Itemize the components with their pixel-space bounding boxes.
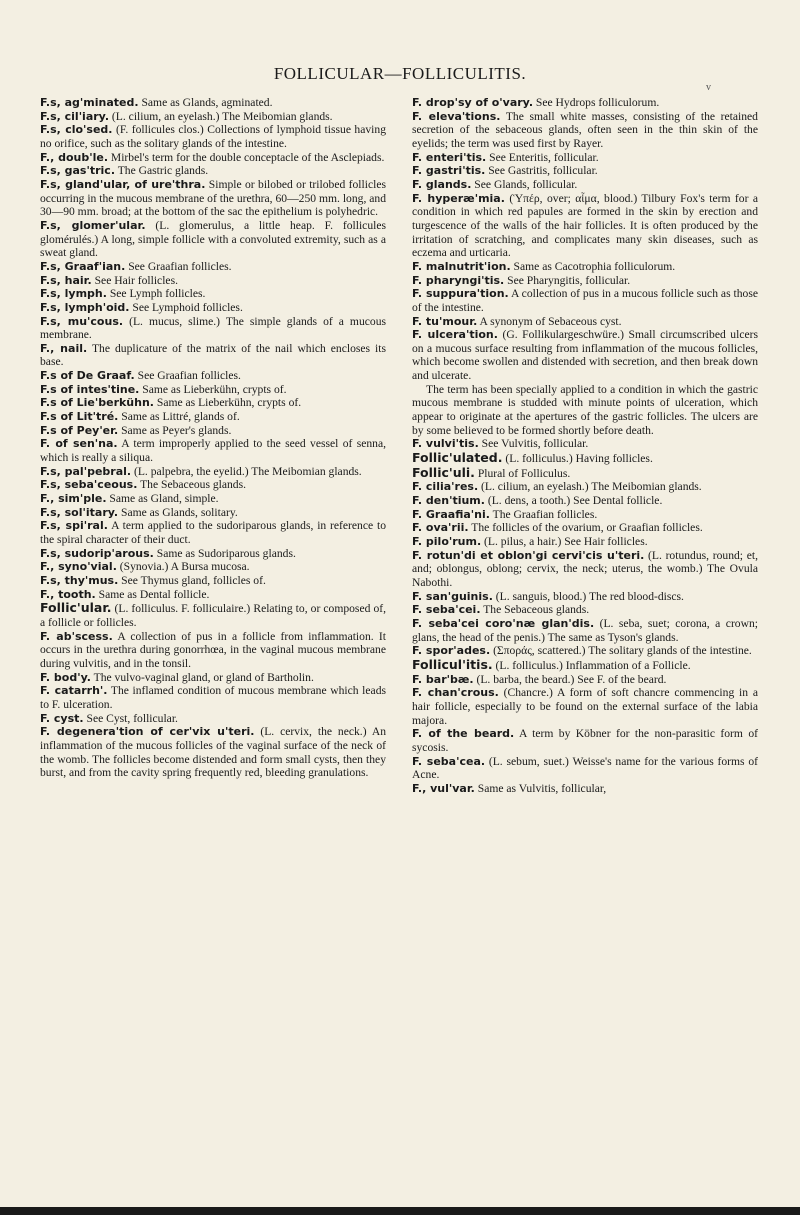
dictionary-entry <box>412 617 758 644</box>
dictionary-entry <box>40 588 386 602</box>
dictionary-entry <box>412 164 758 178</box>
entry-headword: F. cyst. <box>40 711 84 725</box>
entry-definition: (L. pilus, a hair.) See Hair follicles. <box>481 535 648 548</box>
entry-headword: F. cilia'res. <box>412 480 479 494</box>
dictionary-entry <box>412 287 758 314</box>
entry-definition: Same as Lieberkühn, crypts of. <box>139 382 287 396</box>
entry-definition: The duplicature of the matrix of the nail which encloses its base. <box>40 341 387 369</box>
dictionary-entry <box>412 192 758 260</box>
entry-definition: The inflamed condition of mucous membrane which leads to F. ulceration. <box>40 684 387 711</box>
entry-definition: (L. cilium, an eyelash.) The Meibomian glands. <box>478 480 702 494</box>
entry-definition: See Thymus gland, follicles of. <box>118 573 266 587</box>
entry-definition: See Cyst, follicular. <box>83 711 178 725</box>
entry-headword: F. drop'sy of o'vary. <box>412 96 534 109</box>
entry-definition: (L. folliculus.) Having follicles. <box>502 452 653 466</box>
entry-definition: (G. Follikulargeschwüre.) Small circumscribed ulcers on a mucous surface resulting from inflammation of the mucous follicles, which become swollen and distended with secretion, and then break down and ulcerate. <box>412 328 758 383</box>
dictionary-entry <box>40 396 386 410</box>
dictionary-entry <box>412 535 758 549</box>
entry-definition: Simple or bilobed or trilobed follicles occurring in the mucous membrane of the urethra, 60—250 mm. long, and 30—90 mm. broad; at the bottom of the sac the epithelium is polyhedric. <box>40 177 386 219</box>
scan-edge-bar <box>0 1207 800 1215</box>
entry-headword: F.s, lymph. <box>40 287 107 301</box>
entry-headword: F. suppura'tion. <box>412 287 509 301</box>
dictionary-entry <box>412 521 758 535</box>
entry-definition: Same as Cacotrophia folliculorum. <box>510 259 676 273</box>
entry-headword: F.s, Graaf'ian. <box>40 259 126 273</box>
entry-definition: See Gastritis, follicular. <box>485 164 598 178</box>
dictionary-entry <box>412 451 758 466</box>
dictionary-entry <box>40 274 386 288</box>
entry-headword: F. chan'crous. <box>412 686 499 700</box>
dictionary-entry <box>412 549 758 590</box>
dictionary-entry <box>40 410 386 424</box>
entry-definition: The vulvo-vaginal gland, or gland of Bartholin. <box>90 670 314 684</box>
entry-definition: The Gastric glands. <box>115 164 209 178</box>
dictionary-entry <box>412 151 758 165</box>
entry-definition: (F. follicules clos.) Collections of lymphoid tissue having no orifice, such as the solitary glands of the intestine. <box>40 123 386 150</box>
entry-definition: (L. glomerulus, a little heap. F. follicules glomérulés.) A long, simple follicle with a convoluted extremity, such as a sweat gland. <box>40 218 387 260</box>
dictionary-entry <box>40 574 386 588</box>
entry-headword: F. vulvi'tis. <box>412 437 479 451</box>
entry-headword: F. malnutrit'ion. <box>412 259 511 273</box>
dictionary-entry <box>40 630 386 671</box>
dictionary-entry <box>40 492 386 506</box>
entry-headword: F.s of Lie'berkühn. <box>40 396 154 410</box>
entry-headword: F.s, clo'sed. <box>40 123 113 137</box>
entry-headword: F., syno'vial. <box>40 560 117 574</box>
dictionary-entry <box>40 342 386 369</box>
entry-headword: F.s, sudorip'arous. <box>40 546 154 560</box>
entry-definition: Plural of Folliculus. <box>474 466 571 480</box>
entry-definition: Same as Peyer's glands. <box>118 423 232 437</box>
entry-headword: F.s, pal'pebral. <box>40 464 132 478</box>
dictionary-entry <box>40 547 386 561</box>
entry-definition: A term improperly applied to the seed vessel of senna, which is really a siliqua. <box>40 437 386 465</box>
right-column <box>412 96 758 795</box>
entry-definition: The term has been specially applied to a condition in which the gastric mucous membrane is studded with minute points of ulceration, which appear to originate at the apertures of the gastric follicles. The ulcers are by some believed to be formed shortly before death. <box>412 382 758 437</box>
entry-definition: See Glands, follicular. <box>471 177 578 191</box>
dictionary-entry <box>40 123 386 150</box>
entry-definition: Same as Lieberkühn, crypts of. <box>153 396 302 410</box>
entry-headword: F.s, spi'ral. <box>40 519 108 533</box>
entry-headword: F.s of Pey'er. <box>40 423 119 437</box>
dictionary-entry <box>412 466 758 481</box>
dictionary-entry <box>412 328 758 383</box>
dictionary-entry <box>40 424 386 438</box>
entry-headword: F. catarrh'. <box>40 684 108 698</box>
entry-headword: F. seba'cea. <box>412 754 486 768</box>
entry-definition: See Lymph follicles. <box>106 287 206 301</box>
entry-definition: See Graafian follicles. <box>125 259 232 273</box>
dictionary-entry <box>412 480 758 494</box>
dictionary-entry <box>40 260 386 274</box>
dictionary-entry <box>40 465 386 479</box>
entry-definition: (L. sebum, suet.) Weisse's name for the various forms of Acne. <box>412 754 758 782</box>
entry-definition: Same as Dental follicle. <box>95 587 210 601</box>
entry-definition: Same as Littré, glands of. <box>118 410 240 424</box>
entry-headword: F. hyperæ'mia. <box>412 191 505 205</box>
entry-definition: See Lymphoid follicles. <box>129 300 243 314</box>
dictionary-entry <box>40 383 386 397</box>
entry-definition: (L. rotundus, round; et, and; oblongus, oblong; cervix, the neck; uterus, the womb.) The Ovula Nabothi. <box>412 548 758 589</box>
entry-headword: F. bar'bæ. <box>412 672 474 686</box>
entry-headword: Follic'uli. <box>412 464 475 480</box>
entry-headword: F. rotun'di et oblon'gi cervi'cis u'teri. <box>412 548 645 562</box>
dictionary-entry <box>412 96 758 110</box>
dictionary-entry <box>40 164 386 178</box>
dictionary-entry <box>40 671 386 685</box>
dictionary-entry <box>412 658 758 673</box>
page-header: FOLLICULAR—FOLLICULITIS. <box>273 64 527 83</box>
entry-definition: A collection of pus in a mucous follicle such as those of the intestine. <box>412 287 758 314</box>
entry-definition: The Sebaceous glands. <box>137 478 247 492</box>
entry-definition: The Sebaceous glands. <box>480 603 590 617</box>
entry-headword: F.s, seba'ceous. <box>40 478 138 492</box>
entry-headword: F. tu'mour. <box>412 314 478 328</box>
entry-headword: F. ulcera'tion. <box>412 328 498 342</box>
dictionary-entry <box>40 287 386 301</box>
entry-headword: F.s, cil'iary. <box>40 109 110 123</box>
entry-definition: A collection of pus in a follicle from inflammation. It occurs in the urethra during gonorrhœa, in the vaginal mucous membrane during vulvitis, and in the tonsil. <box>40 629 387 670</box>
entry-definition: (Ὑπέρ, over; αἷμα, blood.) Tilbury Fox's term for a condition in which red papules are formed in the skin by erection and turgescence of the walls of the hair follicles. It is often produced by the irritation of scratching, and complicates many skin diseases, such as eczema and urticaria. <box>412 191 758 260</box>
entry-headword: F. den'tium. <box>412 494 485 508</box>
entry-definition: (L. sanguis, blood.) The red blood-discs. <box>492 589 684 603</box>
entry-headword: F. eleva'tions. <box>412 109 501 123</box>
entry-headword: F.s of De Graaf. <box>40 369 135 383</box>
dictionary-entry <box>412 673 758 687</box>
dictionary-entry <box>40 712 386 726</box>
dictionary-entry <box>412 274 758 288</box>
entry-definition: The small white masses, consisting of the retained secretion of the sebaceous glands, often seen in the thin skin of the eyelids; the term was used first by Rayer. <box>412 109 758 150</box>
dictionary-entry <box>412 315 758 329</box>
entry-definition: (L. cervix, the neck.) An inflammation of the mucous follicles of the vaginal surface of the neck of the womb. The follicles become distended and form small cysts, then they burst, and from the cavity spring frequently red, bleeding granulations. <box>40 725 386 780</box>
dictionary-entry <box>40 178 386 219</box>
left-column <box>40 96 386 780</box>
entry-definition: A term by Köbner for the non-parasitic form of sycosis. <box>412 727 759 754</box>
entry-definition: See Graafian follicles. <box>134 369 241 383</box>
entry-headword: F., doub'le. <box>40 150 108 164</box>
entry-headword: F., vul'var. <box>412 781 475 795</box>
dictionary-entry <box>412 755 758 782</box>
entry-definition: (L. cilium, an eyelash.) The Meibomian glands. <box>109 109 333 123</box>
entry-headword: F.s of Lit'tré. <box>40 410 119 424</box>
dictionary-entry <box>40 478 386 492</box>
dictionary-entry <box>412 383 758 438</box>
entry-headword: F. glands. <box>412 177 472 191</box>
corner-mark: v <box>706 82 711 93</box>
entry-headword: F. pharyngi'tis. <box>412 273 505 287</box>
entry-definition: (L. palpebra, the eyelid.) The Meibomian glands. <box>131 464 362 478</box>
entry-definition: See Hydrops folliculorum. <box>533 96 660 109</box>
entry-headword: F. of sen'na. <box>40 437 118 451</box>
entry-headword: F. seba'cei coro'næ glan'dis. <box>412 616 595 630</box>
entry-headword: F.s, mu'cous. <box>40 314 124 328</box>
dictionary-entry <box>412 437 758 451</box>
entry-definition: Same as Glands, agminated. <box>138 96 273 109</box>
dictionary-entry <box>40 369 386 383</box>
entry-definition: (L. folliculus. F. folliculaire.) Relating to, or composed of, a follicle or follicles. <box>40 602 386 629</box>
dictionary-entry <box>412 110 758 151</box>
entry-definition: Same as Vulvitis, follicular, <box>474 781 607 795</box>
entry-headword: F., sim'ple. <box>40 492 107 506</box>
dictionary-entry <box>40 725 386 780</box>
entry-headword: F., tooth. <box>40 587 96 601</box>
entry-headword: F. enteri'tis. <box>412 150 487 164</box>
entry-headword: F. ab'scess. <box>40 629 113 643</box>
entry-definition: A term applied to the sudoriparous glands, in reference to the spiral character of their duct. <box>40 519 386 546</box>
dictionary-entry <box>412 178 758 192</box>
dictionary-entry <box>40 110 386 124</box>
entry-definition: (Chancre.) A form of soft chancre commencing in a hair follicle, especially to be found on the external surface of the labia majora. <box>412 686 758 727</box>
entry-definition: The follicles of the ovarium, or Graafian follicles. <box>468 521 703 535</box>
entry-definition: The Graafian follicles. <box>489 507 598 521</box>
entry-definition: See Hair follicles. <box>91 273 178 287</box>
dictionary-entry <box>40 506 386 520</box>
entry-headword: F. seba'cei. <box>412 603 481 617</box>
entry-definition: See Pharyngitis, follicular. <box>504 273 631 287</box>
entry-headword: F. ova'rii. <box>412 521 469 535</box>
entry-headword: F.s, sol'itary. <box>40 505 119 519</box>
entry-headword: Follicul'itis. <box>412 656 493 672</box>
entry-headword: F.s, hair. <box>40 273 92 287</box>
entry-definition: (L. dens, a tooth.) See Dental follicle. <box>484 494 663 508</box>
entry-headword: F. spor'ades. <box>412 644 491 658</box>
entry-headword: F.s, ag'minated. <box>40 96 139 109</box>
entry-headword: F. san'guinis. <box>412 589 493 603</box>
entry-definition: Same as Glands, solitary. <box>118 505 238 519</box>
entry-headword: F., nail. <box>40 341 88 355</box>
dictionary-entry <box>412 727 758 754</box>
entry-headword: Follic'ulated. <box>412 450 503 466</box>
entry-headword: F.s, gas'tric. <box>40 164 115 178</box>
dictionary-entry <box>412 782 758 796</box>
entry-headword: Follic'ular. <box>40 600 112 616</box>
dictionary-entry <box>412 590 758 604</box>
entry-definition: See Vulvitis, follicular. <box>478 437 589 451</box>
entry-definition: (L. seba, suet; corona, a crown; glans, the head of the penis.) The same as Tyson's glands. <box>412 616 758 644</box>
entry-headword: F.s, gland'ular, of ure'thra. <box>40 177 206 191</box>
entry-headword: F. gastri'tis. <box>412 164 486 178</box>
entry-headword: F. degenera'tion of cer'vix u'teri. <box>40 725 255 739</box>
entry-headword: F.s, glomer'ular. <box>40 218 146 232</box>
dictionary-entry <box>40 519 386 546</box>
entry-headword: F.s, thy'mus. <box>40 573 119 587</box>
entry-definition: (Synovia.) A Bursa mucosa. <box>116 560 250 574</box>
dictionary-entry <box>412 644 758 658</box>
dictionary-entry <box>40 151 386 165</box>
dictionary-entry <box>412 494 758 508</box>
entry-definition: Same as Sudoriparous glands. <box>153 546 296 560</box>
dictionary-entry <box>40 684 386 711</box>
dictionary-entry <box>40 437 386 464</box>
dictionary-entry <box>40 96 386 110</box>
entry-headword: F. bod'y. <box>40 670 91 684</box>
dictionary-entry <box>412 603 758 617</box>
dictionary-entry <box>40 601 386 629</box>
dictionary-entry <box>40 315 386 342</box>
entry-headword: F.s of intes'tine. <box>40 382 140 396</box>
entry-headword: F. of the beard. <box>412 727 515 741</box>
entry-definition: (L. folliculus.) Inflammation of a Follicle. <box>492 658 691 672</box>
dictionary-entry <box>412 508 758 522</box>
entry-definition: Same as Gland, simple. <box>106 492 219 506</box>
dictionary-entry <box>40 560 386 574</box>
entry-headword: F. pilo'rum. <box>412 535 482 548</box>
entry-definition: A synonym of Sebaceous cyst. <box>477 314 622 328</box>
dictionary-entry <box>40 301 386 315</box>
entry-headword: F. Graafia'ni. <box>412 507 490 521</box>
dictionary-entry <box>412 686 758 727</box>
dictionary-entry <box>412 260 758 274</box>
entry-definition: See Enteritis, follicular. <box>486 150 599 164</box>
dictionary-entry <box>40 219 386 260</box>
entry-headword: F.s, lymph'oid. <box>40 300 130 314</box>
entry-definition: (L. mucus, slime.) The simple glands of a mucous membrane. <box>40 314 387 342</box>
entry-definition: (L. barba, the beard.) See F. of the beard. <box>473 672 667 686</box>
entry-definition: Mirbel's term for the double conceptacle of the Asclepiads. <box>108 150 385 164</box>
entry-definition: (Σποράς, scattered.) The solitary glands of the intestine. <box>490 644 752 658</box>
